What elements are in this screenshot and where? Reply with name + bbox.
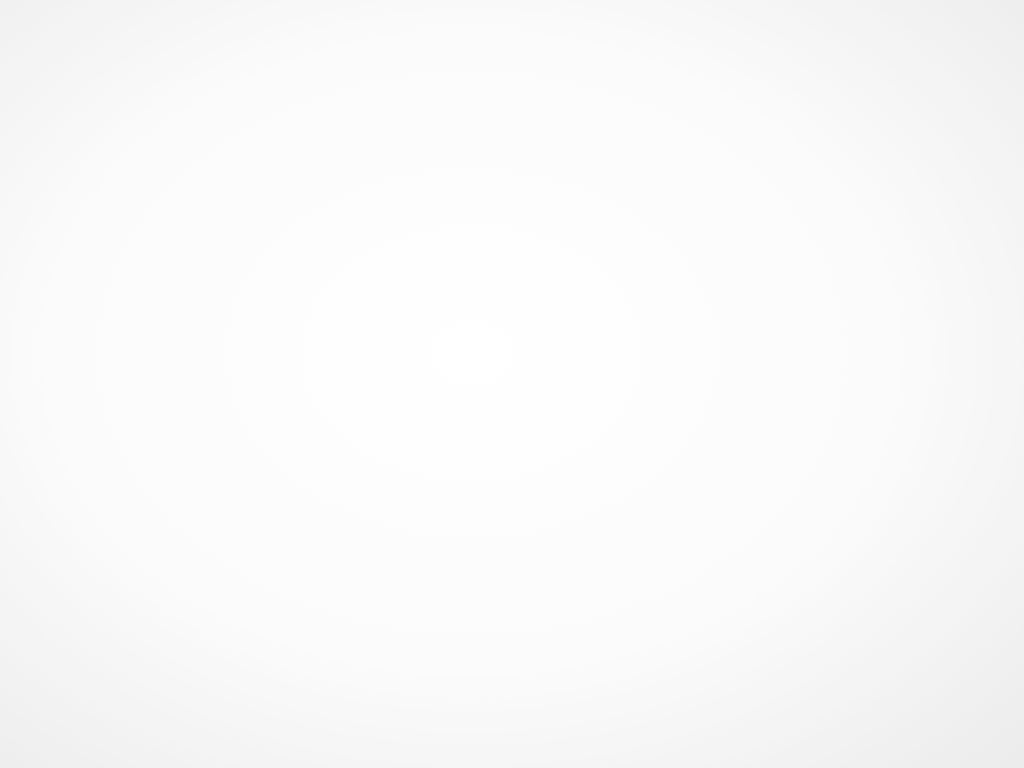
- side-bar-green-block: [948, 612, 1024, 692]
- side-bar-orange-top: [948, 0, 1024, 612]
- side-accent-bar: [948, 0, 1024, 768]
- side-bar-orange-bottom: [948, 692, 1024, 768]
- slide-body: [75, 182, 915, 217]
